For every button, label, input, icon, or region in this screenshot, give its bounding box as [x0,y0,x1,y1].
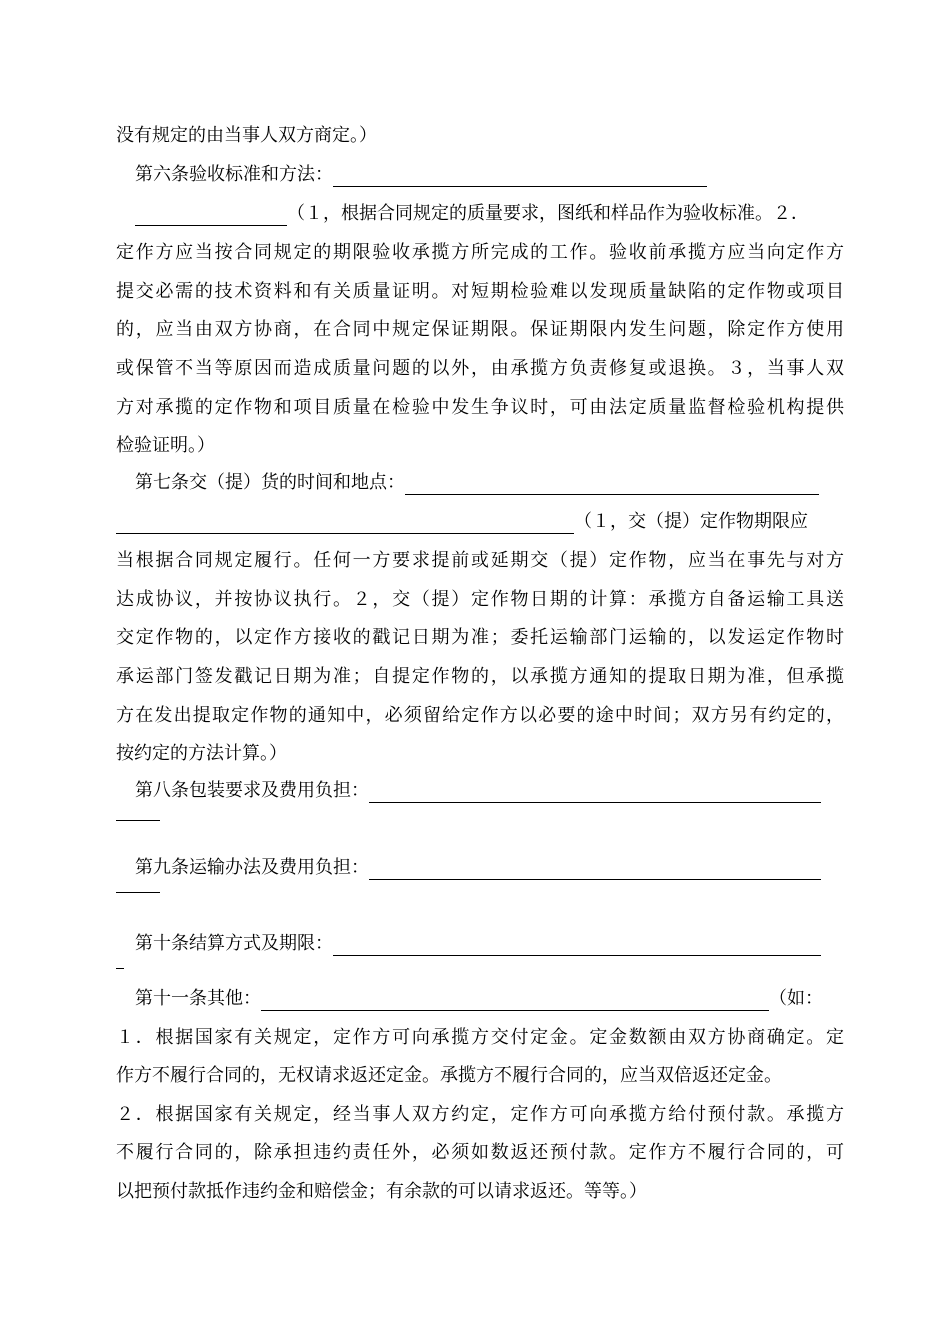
article-9 [135,856,821,880]
article-7-clause [116,510,808,534]
text-line: 交定作物的，以定作方接收的戳记日期为准；委托运输部门运输的，以发运定作物时 [116,627,844,648]
text-line: 当根据合同规定履行。任何一方要求提前或延期交（提）定作物，应当在事先与对方 [116,550,844,571]
text-line: 达成协议，并按协议执行。２，交（提）定作物日期的计算：承揽方自备运输工具送 [116,589,844,610]
article-10-blank-field[interactable] [333,937,821,956]
article-8-heading: 第八条包装要求及费用负担： [135,780,369,801]
text-line: 方在发出提取定作物的通知中，必须留给定作方以必要的途中时间；双方另有约定的， [116,705,844,726]
article-8 [135,779,821,803]
article-8-blank-field[interactable] [369,784,821,803]
text-line: 方对承揽的定作物和项目质量在检验中发生争议时，可由法定质量监督检验机构提供 [116,397,844,418]
text-line: 按约定的方法计算。） [116,743,287,764]
text-line: 以把预付款抵作违约金和赔偿金；有余款的可以请求返还。等等。） [116,1181,647,1202]
article-10 [135,932,821,956]
text-line: 或保管不当等原因而造成质量问题的以外，由承揽方负责修复或退换。３，当事人双 [116,358,844,379]
article-7-blank-field-2[interactable] [116,515,574,534]
text-line: 提交必需的技术资料和有关质量证明。对短期检验难以发现质量缺陷的定作物或项目 [116,281,844,302]
article-6-blank-field-2[interactable] [135,207,287,226]
text-line: 承运部门签发戳记日期为准；自提定作物的，以承揽方通知的提取日期为准，但承揽 [116,666,844,687]
article-7-heading: 第七条交（提）货的时间和地点： [135,472,405,493]
text-line: （１，根据合同规定的质量要求，图纸和样品作为验收标准。２． [287,203,809,224]
article-6-blank-field[interactable] [333,168,707,187]
text-line: 的，应当由双方协商，在合同中规定保证期限。保证期限内发生问题，除定作方使用 [116,319,844,340]
article-6 [135,163,707,187]
text-line: （如： [769,988,823,1009]
text-line: （１，交（提）定作物期限应 [574,511,808,532]
article-7-blank-field[interactable] [405,476,819,495]
text-line: 作方不履行合同的，无权请求返还定金。承揽方不履行合同的，应当双倍返还定金。 [116,1065,782,1086]
article-11-blank-field[interactable] [261,992,769,1011]
article-10-blank-field-continued[interactable] [116,950,124,969]
article-9-blank-field-continued[interactable] [116,874,160,893]
text-line: １．根据国家有关规定，定作方可向承揽方交付定金。定金数额由双方协商确定。定 [116,1027,844,1048]
article-6-heading: 第六条验收标准和方法： [135,164,333,185]
article-11 [135,987,823,1011]
article-8-blank-field-continued[interactable] [116,802,160,821]
article-9-blank-field[interactable] [369,861,821,880]
text-line: 检验证明。） [116,435,215,456]
text-line: 定作方应当按合同规定的期限验收承揽方所完成的工作。验收前承揽方应当向定作方 [116,242,844,263]
article-10-heading: 第十条结算方式及期限： [135,933,333,954]
article-7 [135,471,819,495]
article-6-clause [135,202,809,226]
text-line: ２．根据国家有关规定，经当事人双方约定，定作方可向承揽方给付预付款。承揽方 [116,1104,844,1125]
article-9-heading: 第九条运输办法及费用负担： [135,857,369,878]
text-line: 不履行合同的，除承担违约责任外，必须如数返还预付款。定作方不履行合同的，可 [116,1142,844,1163]
text-line: 没有规定的由当事人双方商定。） [116,125,377,146]
article-11-heading: 第十一条其他： [135,988,261,1009]
